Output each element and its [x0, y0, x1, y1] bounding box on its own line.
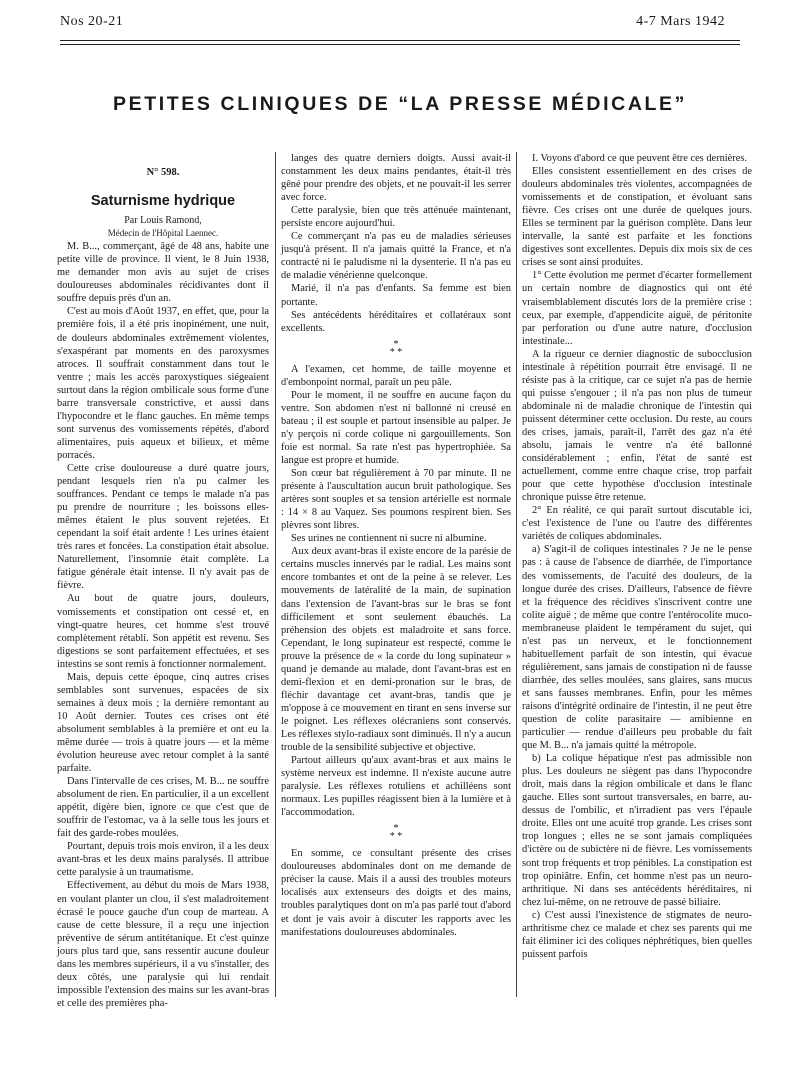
section-separator: * * * [389, 823, 403, 843]
section-separator: * * * [389, 338, 403, 358]
paragraph: Marié, il n'a pas d'enfants. Sa femme est bien portante. [281, 283, 511, 308]
header-rule-2 [60, 44, 740, 45]
paragraph: A la rigueur ce dernier diagnostic de subocclusion intestinale à répétition pourrait être envisagé. Il ne résiste pas à la critique, car ce sujet n'a pas de hernie qui puisse s'engouer ; il n'a pas non plus de tumeur abdominale ni de maladie chronique de l'intestin qui puissent déterminer cette occlusion. Du reste, au cours des crises, jamais, paraît-il, l'arrêt des gaz n'a été absolu, jamais le ventre n'a été ballonné considérablement ; enfin, l'état de santé est actuellement, comme entre chaque crise, trop parfait pour que cette hypothèse d'occlusion intestinale chronique puisse être retenue. [522, 348, 752, 504]
paragraph: c) C'est aussi l'inexistence de stigmates de neuro-arthritisme chez ce malade et chez ses parents qui me fait éliminer ici des coliques néphrétiques, bien quelles puissent parfois [522, 909, 752, 960]
paragraph: 2° En réalité, ce qui paraît surtout discutable ici, c'est l'existence de l'une ou l'autre des différentes variétés de coliques abdominales. [522, 505, 752, 543]
article-title: Saturnisme hydrique [90, 193, 236, 210]
paragraph: Cette crise douloureuse a duré quatre jours, pendant lesquels rien n'a pu calmer les souffrances. Pendant ce temps le malade n'a pas pu prendre de nourriture ; les boissons elles-mêmes étaient le plus souvent rejetées. Et cependant la soif était ardente ! Les urines étaient très rares et foncées. La constipation était absolue. Naturellement, l'insomnie était complète. La fatigue générale était intense. Il n'y avait pas de fièvre. [57, 462, 269, 592]
column-divider [275, 152, 276, 997]
column-1 [57, 152, 269, 1010]
column-2 [281, 152, 511, 939]
paragraph: langes des quatre derniers doigts. Aussi avait-il constamment les deux mains pendantes, était-il très gêné pour prendre des objets, et ne pouvait-il les serrer avec force. [281, 153, 511, 204]
issue-date: 4-7 Mars 1942 [636, 14, 725, 29]
paragraph: Pourtant, depuis trois mois environ, il a les deux avant-bras et les deux mains paralysés. Il attribue cette paralysie à un traumatisme. [57, 841, 269, 879]
paragraph: Dans l'intervalle de ces crises, M. B... ne souffre absolument de rien. En particulier, il a un excellent appétit, digère bien, ignore ce que c'est que de souffrir de l'estomac, va à la selle tous les jours et fait des garde-robes moulées. [57, 776, 269, 840]
paragraph: b) La colique hépatique n'est pas admissible non plus. Les douleurs ne siègent pas dans l'hypocondre droit, mais dans la région ombilicale et dans le flanc gauche. Elles sont surtout transversales, en barre, au-dessus de l'ombilic, et n'irradient pas vers l'épaule droite. Elles ont une acuité trop grande. Les crises sont trop longues ; elles ne se sont jamais compliquées d'ictère ou de subictère ni de fièvre. Les vomissements sont trop fréquents et trop pénibles. La constipation est trop opiniâtre. Enfin, cet homme n'est pas un neuro-arthritique. Ni dans ses antécédents héréditaires, ni chez lui-même, on ne retrouve de passé biliaire. [522, 753, 752, 908]
article-author: Par Louis Ramond, [124, 215, 202, 227]
paragraph: Elles consistent essentiellement en des crises de douleurs abdominales très violentes, accompagnées de vomissements et de constipation, et évoluant sans fièvre. Ces crises ont une durée de quelques jours. Elles se terminent par la guérison complète. Dans leur intervalle, la santé est parfaite et les fonctions digestives sont excellentes. Depuis dix mois six de ces crises se sont ainsi produites. [522, 166, 752, 269]
issue-number: Nos 20-21 [60, 14, 124, 29]
journal-section-title: PETITES CLINIQUES DE “LA PRESSE MÉDICALE” [113, 93, 687, 115]
paragraph: Cette paralysie, bien que très atténuée maintenant, persiste encore aujourd'hui. [281, 205, 511, 230]
column-2-body-a [281, 152, 511, 335]
column-2-body-c [281, 847, 511, 938]
paragraph: A l'examen, cet homme, de taille moyenne et d'embonpoint normal, paraît un peu pâle. [281, 363, 511, 388]
paragraph: Ce commerçant n'a pas eu de maladies sérieuses jusqu'à présent. Il n'a jamais quitté la France, et n'a contracté ni le paludisme ni la dysenterie. Il n'a pas eu de maladie vénérienne quelconque. [281, 231, 511, 282]
paragraph: I. Voyons d'abord ce que peuvent être ces dernières. [532, 153, 747, 164]
column-3 [522, 152, 752, 961]
column-2-body-b [281, 363, 511, 820]
paragraph: Mais, depuis cette époque, cinq autres crises semblables sont survenues, espacées de six semaines à deux mois ; la dernière remontant au 10 Août dernier. Toutes ces crises ont été absolument semblables à la première et ont eu la même durée — trois à quatre jours — et la même évolution heureuse avec retour complet à la santé parfaite. [57, 671, 269, 775]
paragraph: Ses urines ne contiennent ni sucre ni albumine. [291, 533, 487, 545]
paragraph: Partout ailleurs qu'aux avant-bras et aux mains le système nerveux est indemne. Il n'existe aucune autre paralysie. Les réflexes rotuliens et achilléens sont normaux. Les pupilles réagissent bien à la lumière et à l'accommodation. [281, 755, 511, 819]
paragraph: M. B..., commerçant, âgé de 48 ans, habite une petite ville de province. Il vient, le 8 Juin 1938, me demander mon avis au sujet de crises douloureuses abdominales récidivantes dont il souffre depuis près d'un an. [57, 241, 269, 305]
paragraph: Effectivement, au début du mois de Mars 1938, en voulant planter un clou, il s'est maladroitement écrasé le pouce gauche d'un coup de marteau. A cause de cette blessure, il a reçu une injection préventive de sérum antitétanique. Et c'est quinze jours plus tard que, sans ressentir aucune douleur dans les membres supérieurs, il a vu s'installer, des deux côtés, une paralysie qui lui rendait impossible l'extension des mains sur les avant-bras et celle des premières pha- [57, 880, 269, 1009]
author-affiliation: Médecin de l'Hôpital Laennec. [107, 228, 219, 239]
column-divider [516, 152, 517, 997]
paragraph: Au bout de quatre jours, douleurs, vomissements et constipation ont cessé et, en vingt-quatre heures, cet homme s'est trouvé complètement rétabli. Son appétit est revenu. Ses digestions se sont parfaitement effectuées, et ses intestins se sont remis à fonctionner normalement. [57, 593, 269, 670]
paragraph: C'est au mois d'Août 1937, en effet, que, pour la première fois, il a été pris inopinément, une nuit, de douleurs abdominales extrêmement violentes, s'exaspérant par moments en des paroxysmes atroces. Il souffrait constamment dans tout le ventre ; mais les accès paroxystiques siégeaient surtout dans la région ombilicale sous forme d'une barre transversale constrictive, et aussi dans l'hypocondre et le flanc gauches. En même temps sont survenus des vomissements répétés, d'abord alimentaires, puis aqueux et bilieux, et même porracés. [57, 306, 269, 461]
paragraph: Son cœur bat régulièrement à 70 par minute. Il ne présente à l'auscultation aucun bruit pathologique. Ses artères sont souples et sa tension artérielle est normale : 14 × 8 au Vaquez. Ses poumons respirent bien. Ses plèvres sont libres. [281, 468, 511, 532]
article-number: N° 598. [146, 167, 180, 178]
paragraph: En somme, ce consultant présente des crises douloureuses abdominales dont on me demande de préciser la cause. Mais il a aussi des troubles moteurs localisés aux extenseurs des doigts et des mains, troubles paralytiques dont on m'a pas parlé tout d'abord et dont je vais avoir à discuter les rapports avec les manifestations douloureuses abdominales. [281, 848, 511, 938]
paragraph: a) S'agit-il de coliques intestinales ? Je ne le pense pas : à cause de l'absence de diarrhée, de l'importance des vomissements, de l'acuité des douleurs, de la longue durée des crises. D'ailleurs, l'absence de fièvre et la fréquence des récidives s'inscrivent contre une colite aiguë ; de même que contre l'entérocolite muco-membraneuse plaident le tempérament du sujet, qui n'est pas un nerveux, et le fonctionnement habituellement parfait de son intestin, qui évacue régulièrement, sans jamais de constipation ni de fausse diarrhée, des selles moulées, sans glaires, sans mucus et sans fausses membranes. Enfin, pour les mêmes raisons d'intégrité ordinaire de l'intestin, il ne peut être question de colite parasitaire — amibienne en particulier — rendue d'ailleurs peu probable du fait que M. B... n'a jamais quitté la métropole. [522, 544, 752, 752]
header-rule [60, 40, 740, 41]
paragraph: Aux deux avant-bras il existe encore de la parésie de certains muscles innervés par le radial. Les mains sont encore tombantes et ont de la peine à se relever. Les mouvements de latéralité de la main, de supination dans l'extension de l'avant-bras sur le bras se font difficilement et sont seulement ébauchés. La préhension des objets est maladroite et sans force. Cependant, le long supinateur est respecté, comme le prouve la présence de « la corde du long supinateur » quand je demande au malade, dont l'avant-bras est en demi-flexion et en demi-pronation sur le bras, de fléchir davantage cet avant-bras, tandis que je m'oppose à ce mouvement en tirant en sens inverse sur le poignet. Les réflexes olécraniens sont conservés. Les réflexes stylo-radiaux sont diminués. Il n'y a aucun trouble de la sensibilité subjective et objective. [281, 546, 511, 754]
column-3-body [522, 152, 752, 961]
paragraph: 1° Cette évolution me permet d'écarter formellement un certain nombre de diagnostics qui ont été vraisemblablement discutés lors de la première crise : ceux, par exemple, d'appendicite aiguë, de péritonite par perforation ou d'une autre nature, d'occlusion intestinale... [522, 270, 752, 347]
paragraph: Ses antécédents héréditaires et collatéraux sont excellents. [281, 309, 511, 334]
column-1-body [57, 240, 269, 1010]
paragraph: Pour le moment, il ne souffre en aucune façon du ventre. Son abdomen n'est ni ballonné ni creusé en bateau ; il est souple et partout insensible au palper. Je n'y perçois ni corde colique ni gargouillements. Son foie est normal. Sa rate n'est pas hypertrophiée. Sa langue est propre et humide. [281, 389, 511, 466]
